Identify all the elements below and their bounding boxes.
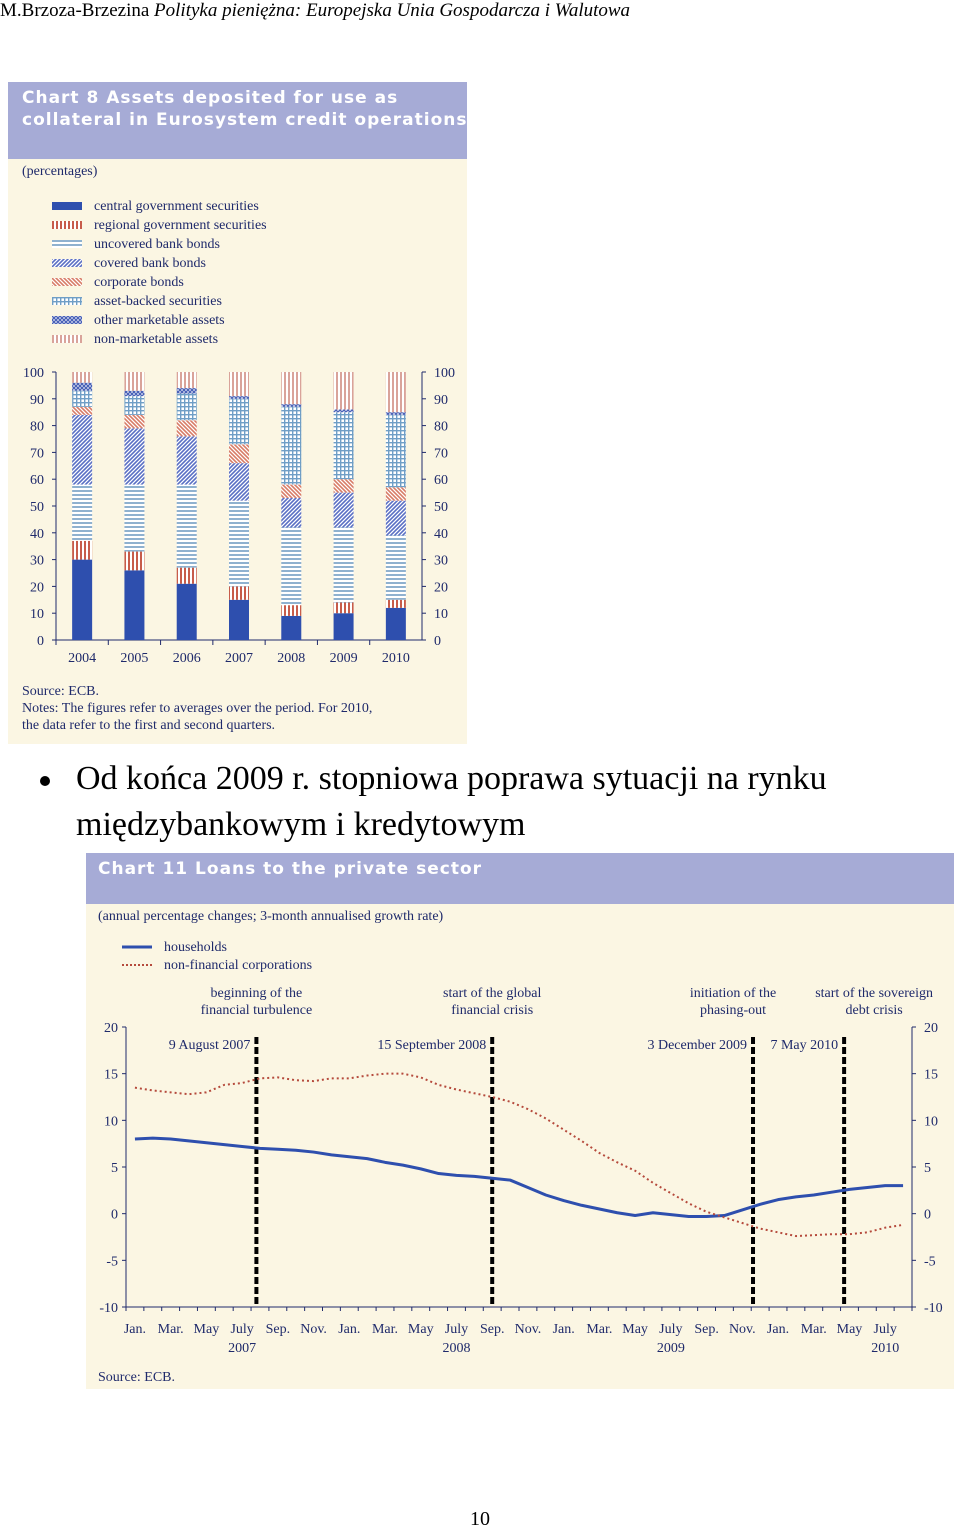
bar-other-marketable-assets-2007	[229, 396, 249, 399]
y-tick-label-left: 60	[30, 473, 44, 489]
bar-covered-bank-bonds-2007	[229, 463, 249, 501]
chart8-title-line1: Chart 8 Assets deposited for use as	[22, 88, 399, 108]
bar-non-marketable-assets-2006	[177, 372, 197, 388]
x-tick-label: May	[836, 1322, 863, 1337]
x-tick-label: Mar.	[800, 1322, 827, 1337]
legend-label: households	[164, 940, 227, 955]
bar-other-marketable-assets-2008	[281, 404, 301, 407]
bar-covered-bank-bonds-2006	[177, 436, 197, 484]
x-tick-label: Nov.	[728, 1322, 756, 1337]
x-tick-label: Mar.	[371, 1322, 399, 1337]
y-tick-label-right: 20	[924, 1021, 938, 1036]
y-tick-label-left: 100	[23, 366, 44, 381]
bar-regional-government-securities-2008	[281, 605, 301, 616]
chart11-title-bar	[86, 853, 954, 904]
legend-swatch	[52, 335, 82, 343]
bar-asset-backed-securities-2010	[386, 415, 406, 487]
bar-covered-bank-bonds-2008	[281, 498, 301, 527]
event-label-line1: beginning of the	[210, 987, 303, 1001]
chart8-plot	[8, 362, 467, 692]
x-tick-label: Mar.	[157, 1322, 184, 1337]
bar-other-marketable-assets-2010	[386, 412, 406, 415]
legend-swatch	[52, 240, 82, 248]
event-label-line2: debt crisis	[845, 1003, 903, 1018]
series-line-non-financial-corporations	[135, 1074, 903, 1236]
bar-central-government-securities-2005	[124, 570, 144, 640]
bar-covered-bank-bonds-2009	[334, 493, 354, 528]
legend-swatch	[52, 316, 82, 324]
bar-corporate-bonds-2006	[177, 420, 197, 436]
y-tick-label-left: 10	[30, 607, 44, 623]
chart8-legend	[52, 198, 352, 358]
legend-label: asset-backed securities	[94, 294, 222, 309]
legend-swatch	[52, 221, 82, 229]
legend-label: non-marketable assets	[94, 332, 219, 347]
bar-regional-government-securities-2009	[334, 602, 354, 613]
y-tick-label-left: 50	[30, 500, 44, 515]
y-tick-label-left: 0	[37, 634, 44, 649]
bar-asset-backed-securities-2004	[72, 391, 92, 407]
bar-asset-backed-securities-2009	[334, 412, 354, 479]
y-tick-label-left: 30	[30, 553, 44, 569]
x-tick-label: May	[622, 1322, 648, 1337]
bar-asset-backed-securities-2005	[124, 396, 144, 415]
bar-corporate-bonds-2005	[124, 415, 144, 428]
event-label-line1: initiation of the	[689, 987, 777, 1001]
y-tick-label-left: 15	[104, 1067, 118, 1083]
x-tick-label: Jan.	[338, 1322, 361, 1337]
bar-non-marketable-assets-2005	[124, 372, 144, 391]
event-label-line1: start of the global	[443, 987, 542, 1001]
y-tick-label-right: 5	[924, 1161, 931, 1176]
y-tick-label-right: 10	[434, 607, 448, 623]
x-tick-label: May	[407, 1322, 434, 1337]
bar-uncovered-bank-bonds-2006	[177, 485, 197, 568]
bar-other-marketable-assets-2005	[124, 391, 144, 396]
chart8-notes-line1: Notes: The figures refer to averages over the period. For 2010,	[22, 701, 373, 716]
bar-central-government-securities-2010	[386, 608, 406, 640]
y-tick-label-left: 40	[30, 526, 44, 542]
bar-central-government-securities-2008	[281, 616, 301, 640]
bar-corporate-bonds-2004	[72, 407, 92, 415]
bar-non-marketable-assets-2004	[72, 372, 92, 383]
bar-uncovered-bank-bonds-2005	[124, 485, 144, 552]
y-tick-label-left: 90	[30, 392, 44, 408]
legend-label: corporate bonds	[94, 275, 184, 290]
bar-regional-government-securities-2007	[229, 586, 249, 599]
legend-swatch	[52, 259, 82, 267]
page-header	[0, 0, 960, 26]
bar-non-marketable-assets-2009	[334, 372, 354, 410]
page-number: 10	[470, 1508, 490, 1530]
bar-central-government-securities-2004	[72, 560, 92, 640]
x-tick-label: July	[659, 1322, 683, 1337]
x-tick-label: Sep.	[694, 1322, 719, 1337]
x-tick-label: Mar.	[586, 1322, 613, 1337]
y-tick-label-left: -10	[99, 1301, 118, 1316]
y-tick-label-right: 15	[924, 1067, 938, 1083]
y-tick-label-right: 50	[434, 500, 448, 515]
x-tick-label: Sep.	[265, 1322, 291, 1337]
y-tick-label-left: 20	[104, 1021, 118, 1036]
bar-regional-government-securities-2005	[124, 552, 144, 571]
bar-uncovered-bank-bonds-2008	[281, 527, 301, 605]
x-year-label: 2008	[442, 1341, 471, 1356]
chart8-title-line2: collateral in Eurosystem credit operations	[22, 110, 468, 130]
legend-swatch	[52, 297, 82, 305]
bar-corporate-bonds-2008	[281, 485, 301, 498]
chart11-panel	[86, 853, 954, 1389]
x-tick-label: 2009	[329, 651, 358, 666]
bar-corporate-bonds-2010	[386, 487, 406, 500]
bullet-text	[76, 756, 960, 848]
event-label-line2: phasing-out	[699, 1003, 767, 1018]
bar-asset-backed-securities-2007	[229, 399, 249, 445]
event-label-line1: start of the sovereign	[815, 987, 934, 1001]
x-year-label: 2010	[871, 1341, 900, 1356]
y-tick-label-right: 90	[434, 392, 448, 408]
x-year-label: 2007	[228, 1341, 257, 1356]
bar-corporate-bonds-2009	[334, 479, 354, 492]
x-tick-label: 2007	[225, 651, 253, 666]
x-tick-label: 2006	[172, 651, 201, 666]
x-tick-label: May	[193, 1322, 220, 1337]
bullet-point	[28, 756, 948, 852]
bar-uncovered-bank-bonds-2004	[72, 485, 92, 541]
bullet-dot-icon	[40, 776, 50, 786]
bar-covered-bank-bonds-2010	[386, 501, 406, 536]
chart11-unit: (annual percentage changes; 3-month annualised growth rate)	[98, 909, 444, 924]
x-tick-label: Nov.	[300, 1322, 327, 1337]
legend-label: covered bank bonds	[94, 256, 206, 271]
x-tick-label: 2004	[68, 651, 97, 666]
y-tick-label-left: -5	[106, 1254, 118, 1270]
bar-non-marketable-assets-2007	[229, 372, 249, 396]
bullet-line2: międzybankowym i kredytowym	[76, 806, 526, 843]
y-tick-label-right: 0	[434, 634, 441, 649]
bar-asset-backed-securities-2006	[177, 393, 197, 420]
x-tick-label: Jan.	[766, 1322, 790, 1337]
y-tick-label-right: 30	[434, 553, 448, 569]
y-tick-label-left: 70	[30, 446, 44, 462]
x-tick-label: 2010	[381, 651, 410, 666]
y-tick-label-left: 80	[30, 419, 44, 435]
legend-label: central government securities	[94, 199, 259, 214]
x-tick-label: Jan.	[552, 1322, 575, 1337]
chart8-source: Source: ECB.	[22, 684, 99, 699]
bar-covered-bank-bonds-2004	[72, 415, 92, 485]
event-label-line2: financial turbulence	[200, 1003, 313, 1018]
x-tick-label: July	[873, 1322, 897, 1337]
bar-uncovered-bank-bonds-2010	[386, 535, 406, 599]
bar-corporate-bonds-2007	[229, 444, 249, 463]
event-label-line2: financial crisis	[451, 1003, 534, 1018]
y-tick-label-left: 0	[111, 1207, 118, 1223]
y-tick-label-right: -10	[924, 1301, 943, 1316]
event-date: 9 August 2007	[168, 1038, 251, 1053]
bar-central-government-securities-2009	[334, 613, 354, 640]
bar-asset-backed-securities-2008	[281, 407, 301, 485]
event-date: 15 September 2008	[377, 1038, 487, 1053]
chart11-title: Chart 11 Loans to the private sector	[98, 859, 483, 879]
bullet-line1: Od końca 2009 r. stopniowa poprawa sytuacji na rynku	[76, 760, 827, 797]
y-tick-label-right: 60	[434, 473, 448, 489]
y-tick-label-right: 10	[924, 1114, 938, 1130]
y-tick-label-right: 70	[434, 446, 448, 462]
x-tick-label: Nov.	[514, 1322, 542, 1337]
legend-label: other marketable assets	[94, 313, 225, 328]
chart8-title-bar	[8, 82, 467, 159]
y-tick-label-left: 20	[30, 580, 44, 596]
x-tick-label: 2005	[120, 651, 149, 666]
event-date: 3 December 2009	[647, 1038, 748, 1053]
legend-swatch	[122, 943, 152, 951]
bar-other-marketable-assets-2004	[72, 383, 92, 391]
y-tick-label-right: 0	[924, 1207, 931, 1223]
bar-uncovered-bank-bonds-2009	[334, 527, 354, 602]
header-author: M.Brzoza-Brzezina	[0, 0, 150, 21]
chart8-notes-line2: the data refer to the first and second quarters.	[22, 718, 276, 733]
bar-central-government-securities-2006	[177, 584, 197, 640]
bar-uncovered-bank-bonds-2007	[229, 501, 249, 587]
legend-swatch	[52, 202, 82, 210]
y-tick-label-right: 100	[434, 366, 455, 381]
chart11-legend	[122, 939, 422, 979]
y-tick-label-right: 20	[434, 580, 448, 596]
legend-swatch	[122, 961, 152, 969]
chart11-plot	[86, 987, 954, 1367]
x-tick-label: July	[230, 1322, 254, 1337]
bar-other-marketable-assets-2006	[177, 388, 197, 393]
y-tick-label-right: -5	[924, 1254, 936, 1270]
y-tick-label-left: 10	[104, 1114, 118, 1130]
chart8-panel	[8, 82, 467, 744]
x-tick-label: 2008	[277, 651, 306, 666]
chart8-unit: (percentages)	[22, 164, 98, 179]
legend-label: uncovered bank bonds	[94, 237, 220, 252]
x-tick-label: Sep.	[479, 1322, 505, 1337]
bar-regional-government-securities-2010	[386, 600, 406, 608]
y-tick-label-left: 5	[111, 1161, 118, 1176]
legend-label: non-financial corporations	[164, 958, 313, 973]
x-tick-label: Jan.	[123, 1322, 147, 1337]
event-date: 7 May 2010	[770, 1038, 839, 1053]
bar-regional-government-securities-2006	[177, 568, 197, 584]
legend-swatch	[52, 278, 82, 286]
bar-regional-government-securities-2004	[72, 541, 92, 560]
series-line-households	[135, 1138, 903, 1216]
bar-non-marketable-assets-2010	[386, 372, 406, 412]
y-tick-label-right: 80	[434, 419, 448, 435]
bar-covered-bank-bonds-2005	[124, 428, 144, 484]
y-tick-label-right: 40	[434, 526, 448, 542]
bar-other-marketable-assets-2009	[334, 410, 354, 413]
bar-non-marketable-assets-2008	[281, 372, 301, 404]
header-title: Polityka pieniężna: Europejska Unia Gospodarcza i Walutowa	[154, 0, 631, 21]
legend-label: regional government securities	[94, 218, 267, 233]
chart11-source: Source: ECB.	[98, 1370, 175, 1385]
x-tick-label: July	[444, 1322, 469, 1337]
x-year-label: 2009	[656, 1341, 685, 1356]
bar-central-government-securities-2007	[229, 600, 249, 640]
